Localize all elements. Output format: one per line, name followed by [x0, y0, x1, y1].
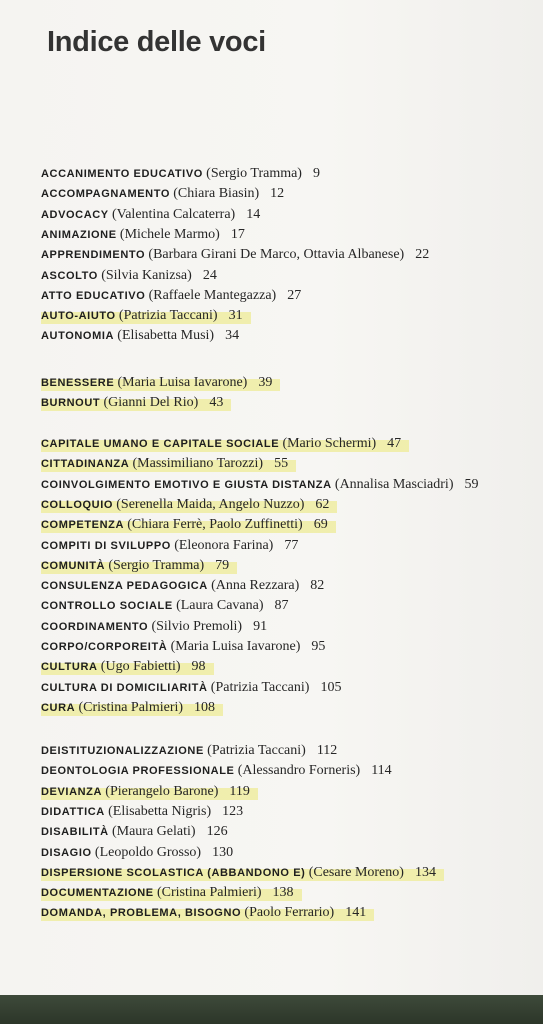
index-entry — [41, 740, 337, 760]
entry-page-number: 82 — [310, 578, 325, 593]
index-entry — [41, 325, 239, 345]
entry-term: CORPO/CORPOREITÀ — [41, 641, 168, 653]
entry-term: CULTURA — [41, 661, 98, 673]
entry-page-number: 31 — [228, 308, 243, 323]
index-entry — [41, 453, 296, 473]
entry-author: (Cristina Palmieri) — [156, 885, 262, 900]
entry-term: ADVOCACY — [41, 209, 109, 221]
entry-author: (Patrizia Taccani) — [210, 680, 310, 695]
entry-page-number: 55 — [274, 456, 289, 471]
entry-page-number: 105 — [320, 680, 342, 695]
entry-page-number: 141 — [345, 905, 367, 920]
index-entry — [41, 305, 251, 325]
index-entry — [41, 902, 374, 922]
entry-term: BURNOUT — [41, 397, 101, 409]
scanner-edge — [0, 995, 543, 1024]
entry-author: (Paolo Ferrario) — [244, 905, 335, 920]
entry-term: DISPERSIONE SCOLASTICA (ABBANDONO E) — [41, 867, 306, 879]
entry-term: COMPITI DI SVILUPPO — [41, 540, 171, 552]
index-entry — [41, 204, 260, 224]
entry-author: (Barbara Girani De Marco, Ottavia Albanese) — [148, 247, 405, 262]
entry-author: (Eleonora Farina) — [174, 538, 274, 553]
index-entry — [41, 575, 324, 595]
entry-author: (Cesare Moreno) — [308, 865, 404, 880]
entry-page-number: 24 — [202, 268, 217, 283]
index-entry — [41, 882, 302, 902]
entry-page-number: 79 — [215, 558, 230, 573]
entry-page-number: 130 — [212, 845, 234, 860]
entry-page-number: 62 — [315, 497, 330, 512]
index-entry — [41, 494, 337, 514]
entry-term: DISABILITÀ — [41, 826, 109, 838]
index-entry — [41, 821, 228, 841]
entry-author: (Leopoldo Grosso) — [94, 845, 202, 860]
entry-page-number: 59 — [464, 477, 479, 492]
entry-author: (Silvia Kanizsa) — [101, 268, 192, 283]
index-entry — [41, 535, 298, 555]
entry-term: AUTO-AIUTO — [41, 310, 116, 322]
entry-term: CONSULENZA PEDAGOGICA — [41, 580, 208, 592]
entry-author: (Patrizia Taccani) — [207, 743, 306, 758]
entry-page-number: 22 — [415, 247, 430, 262]
entry-term: APPRENDIMENTO — [41, 249, 146, 261]
entry-term: AUTONOMIA — [41, 330, 115, 342]
index-entry — [41, 372, 280, 392]
index-entry — [41, 433, 409, 453]
index-entry — [41, 183, 284, 203]
entry-term: COINVOLGIMENTO EMOTIVO E GIUSTA DISTANZA — [41, 479, 332, 491]
entry-term: COMPETENZA — [41, 519, 124, 531]
entry-author: (Alessandro Forneris) — [237, 763, 361, 778]
entry-term: DISAGIO — [41, 847, 92, 859]
entry-author: (Maria Luisa Iavarone) — [170, 639, 301, 654]
index-entry — [41, 392, 231, 412]
entry-term: CONTROLLO SOCIALE — [41, 600, 173, 612]
index-entry — [41, 842, 233, 862]
entry-author: (Raffaele Mantegazza) — [148, 288, 277, 303]
entry-term: COLLOQUIO — [41, 499, 114, 511]
entry-author: (Mario Schermi) — [282, 436, 377, 451]
index-entry — [41, 862, 444, 882]
entry-page-number: 95 — [311, 639, 326, 654]
entry-author: (Sergio Tramma) — [206, 166, 302, 181]
entry-author: (Anna Rezzara) — [211, 578, 300, 593]
entry-author: (Ugo Fabietti) — [100, 659, 181, 674]
entry-term: COORDINAMENTO — [41, 621, 149, 633]
entry-author: (Pierangelo Barone) — [105, 784, 219, 799]
entry-page-number: 114 — [371, 763, 392, 778]
entry-page-number: 17 — [230, 227, 245, 242]
index-entry — [41, 677, 341, 697]
entry-term: ASCOLTO — [41, 270, 98, 282]
entry-term: ANIMAZIONE — [41, 229, 117, 241]
entry-author: (Valentina Calcaterra) — [112, 207, 236, 222]
entry-page-number: 87 — [274, 598, 289, 613]
index-entry — [41, 163, 320, 183]
entry-term: DEVIANZA — [41, 786, 103, 798]
entry-page-number: 91 — [253, 619, 268, 634]
entry-page-number: 69 — [313, 517, 328, 532]
entry-page-number: 77 — [284, 538, 299, 553]
entry-author: (Serenella Maida, Angelo Nuzzo) — [116, 497, 305, 512]
entry-term: CITTADINANZA — [41, 458, 130, 470]
entry-page-number: 12 — [270, 186, 285, 201]
entry-author: (Massimiliano Tarozzi) — [132, 456, 264, 471]
entry-author: (Maura Gelati) — [111, 824, 196, 839]
entry-author: (Maria Luisa Iavarone) — [117, 375, 248, 390]
entry-author: (Sergio Tramma) — [108, 558, 205, 573]
entry-page-number: 123 — [222, 804, 244, 819]
entry-term: CAPITALE UMANO E CAPITALE SOCIALE — [41, 438, 280, 450]
entry-page-number: 47 — [387, 436, 402, 451]
index-entry — [41, 616, 267, 636]
index-entry — [41, 474, 478, 494]
entry-term: DOMANDA, PROBLEMA, BISOGNO — [41, 907, 242, 919]
entry-author: (Chiara Biasin) — [173, 186, 260, 201]
entry-author: (Elisabetta Nigris) — [108, 804, 212, 819]
entry-term: ACCANIMENTO EDUCATIVO — [41, 168, 203, 180]
entry-term: CULTURA DI DOMICILIARITÀ — [41, 682, 208, 694]
entry-author: (Michele Marmo) — [119, 227, 220, 242]
entry-author: (Elisabetta Musi) — [117, 328, 215, 343]
entry-term: COMUNITÀ — [41, 560, 106, 572]
page-title: Indice delle voci — [47, 26, 266, 58]
index-entry — [41, 656, 214, 676]
entry-page-number: 119 — [229, 784, 250, 799]
entry-author: (Patrizia Taccani) — [118, 308, 218, 323]
entry-page-number: 27 — [287, 288, 302, 303]
index-entry — [41, 285, 301, 305]
entry-page-number: 39 — [258, 375, 273, 390]
index-entry — [41, 801, 243, 821]
index-entry — [41, 244, 429, 264]
entry-author: (Annalisa Masciadri) — [334, 477, 454, 492]
entry-page-number: 112 — [316, 743, 338, 758]
index-entry — [41, 760, 392, 780]
entry-page-number: 138 — [272, 885, 294, 900]
entry-page-number: 43 — [209, 395, 224, 410]
entry-page-number: 34 — [225, 328, 240, 343]
index-entry — [41, 265, 217, 285]
entry-page-number: 9 — [312, 166, 320, 181]
index-entry — [41, 555, 237, 575]
entry-author: (Gianni Del Rio) — [103, 395, 199, 410]
entry-author: (Chiara Ferrè, Paolo Zuffinetti) — [127, 517, 303, 532]
entry-page-number: 14 — [246, 207, 261, 222]
entry-page-number: 134 — [414, 865, 436, 880]
entry-term: CURA — [41, 702, 76, 714]
index-entry — [41, 224, 245, 244]
entry-author: (Silvio Premoli) — [151, 619, 243, 634]
entry-author: (Cristina Palmieri) — [78, 700, 184, 715]
index-entry — [41, 697, 223, 717]
entry-term: DIDATTICA — [41, 806, 105, 818]
entry-term: ATTO EDUCATIVO — [41, 290, 146, 302]
entry-page-number: 126 — [206, 824, 228, 839]
entry-page-number: 98 — [191, 659, 206, 674]
entry-term: DOCUMENTAZIONE — [41, 887, 154, 899]
entry-author: (Laura Cavana) — [176, 598, 264, 613]
entry-term: ACCOMPAGNAMENTO — [41, 188, 170, 200]
index-entry — [41, 595, 289, 615]
entry-term: DEONTOLOGIA PROFESSIONALE — [41, 765, 235, 777]
index-entry — [41, 514, 336, 534]
entry-term: DEISTITUZIONALIZZAZIONE — [41, 745, 204, 757]
index-entry — [41, 636, 325, 656]
entry-term: BENESSERE — [41, 377, 115, 389]
entry-page-number: 108 — [194, 700, 216, 715]
index-entry — [41, 781, 258, 801]
